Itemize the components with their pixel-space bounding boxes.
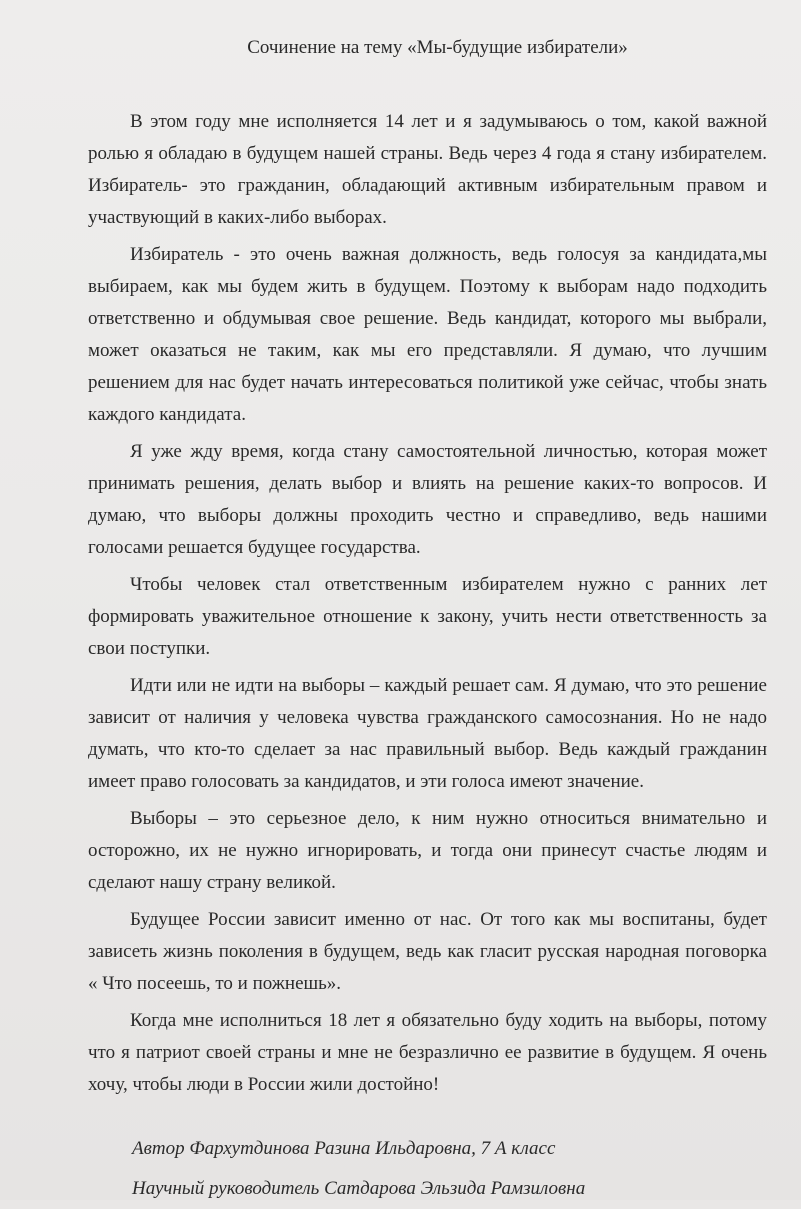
paragraph-3: Я уже жду время, когда стану самостоятельной личностью, которая может принимать решения, делать выбор и влиять на решение каких-то вопросов. И думаю, что выборы должны проходить честно и справедливо, ведь нашими голосами решается будущее государства. [88,441,767,558]
paragraph-5: Идти или не идти на выборы – каждый решает сам. Я думаю, что это решение зависит от наличия у человека чувства гражданского самосознания. Но не надо думать, что кто-то сделает за нас правильный выбор. Ведь каждый гражданин имеет право голосовать за кандидатов, и эти голоса имеют значение. [88,675,767,792]
paragraph-8: Когда мне исполниться 18 лет я обязательно буду ходить на выборы, потому что я патриот своей страны и мне не безразлично ее развитие в будущем. Я очень хочу, чтобы люди в России жили достойно! [88,1010,767,1095]
document-title: Сочинение на тему «Мы-будущие избиратели» [247,37,628,58]
author-line: Автор Фархутдинова Разина Ильдаровна, 7 А класс [132,1138,556,1159]
paragraph-2: Избиратель - это очень важная должность, ведь голосуя за кандидата,мы выбираем, как мы будем жить в будущем. Поэтому к выборам надо подходить ответственно и обдумывая свое решение. Ведь кандидат, которого мы выбрали, может оказаться не таким, как мы его представляли. Я думаю, что лучшим решением для нас будет начать интересоваться политикой уже сейчас, чтобы знать каждого кандидата. [88,244,767,425]
paragraph-1: В этом году мне исполняется 14 лет и я задумываюсь о том, какой важной ролью я обладаю в будущем нашей страны. Ведь через 4 года я стану избирателем. Избиратель- это гражданин, обладающий активным избирательным правом и участвующий в каких-либо выборах. [88,111,767,228]
paragraph-4: Чтобы человек стал ответственным избирателем нужно с ранних лет формировать уважительное отношение к закону, учить нести ответственность за свои поступки. [88,574,767,659]
paragraph-6: Выборы – это серьезное дело, к ним нужно относиться внимательно и осторожно, их не нужно игнорировать, и тогда они принесут счастье людям и сделают нашу страну великой. [88,808,767,893]
paragraph-7: Будущее России зависит именно от нас. От того как мы воспитаны, будет зависеть жизнь поколения в будущем, ведь как гласит русская народная поговорка « Что посеешь, то и пожнешь». [88,909,767,994]
signature-block [88,1129,767,1209]
supervisor-line: Научный руководитель Сатдарова Эльзида Рамзиловна [132,1178,586,1199]
